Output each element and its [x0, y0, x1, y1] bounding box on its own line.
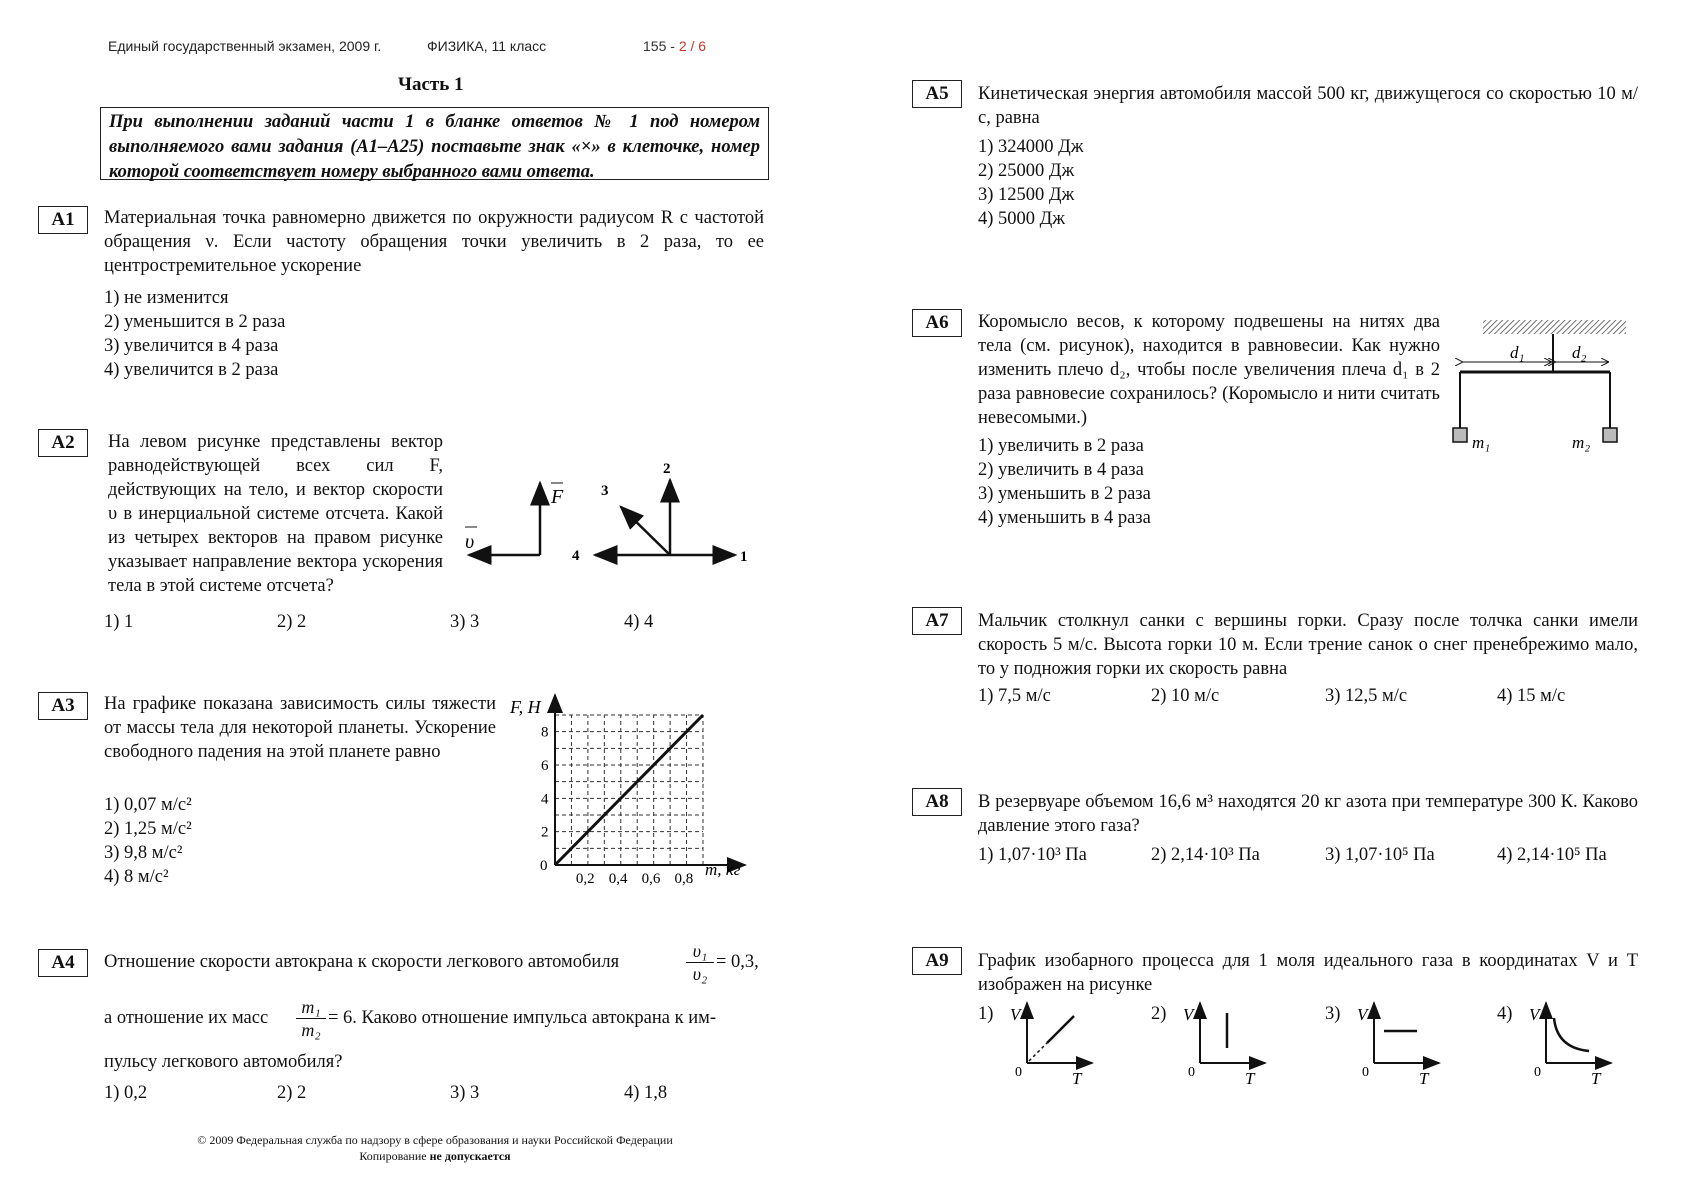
option[interactable]: 3) 12500 Дж [978, 185, 1075, 205]
ratio-numerator: υ₁ [692, 941, 708, 961]
a9-graph-3 [1349, 998, 1449, 1088]
v-axis-label: V [1357, 1005, 1368, 1024]
question-label-a1: А1 [38, 206, 88, 234]
process-line [1047, 1016, 1074, 1043]
question-text-a9: График изобарного процесса для 1 моля идеального газа в координатах V и T изображен на рисунке [978, 951, 1638, 995]
origin-label: 0 [1534, 1065, 1541, 1080]
option[interactable]: 1) увеличить в 2 раза [978, 436, 1144, 456]
question-text-a7: Мальчик столкнул санки с вершины горки. Сразу после толчка санки имели скорость 5 м/с. Высота горки 10 м. Если трение санок о снег пренебрежимо мало, то у подножия горки их скорость равна [978, 611, 1638, 679]
velocity-ratio-value: = 0,3, [716, 952, 759, 972]
t-axis-label: T [1419, 1069, 1429, 1088]
option[interactable]: 2) 1,25 м/с² [104, 819, 192, 839]
x-axis-label: m, кг [705, 860, 741, 879]
option[interactable]: 2) увеличить в 4 раза [978, 460, 1144, 480]
a9-graph-2 [1175, 998, 1275, 1088]
ratio-denominator: υ₂ [686, 962, 714, 985]
option[interactable]: 2) 2 [277, 612, 307, 632]
question-text-a5: Кинетическая энергия автомобиля массой 500 кг, движущегося со скоростью 10 м/с, равна [978, 84, 1638, 128]
question-label-a4: А4 [38, 949, 88, 977]
mass-ratio [296, 996, 326, 1041]
option[interactable]: 1) 1 [104, 612, 134, 632]
question-text-a4-line3: пульсу легкового автомобиля? [104, 1052, 343, 1072]
question-label-a8: А8 [912, 788, 962, 816]
v-axis-label: V [1183, 1005, 1194, 1024]
x-tick-label: 0,4 [608, 871, 628, 887]
option[interactable]: 1) 324000 Дж [978, 137, 1084, 157]
page-number: 155 - 2 / 6 [643, 38, 707, 54]
d2-label: d₂ [1572, 343, 1587, 362]
option[interactable]: 4) 1,8 [624, 1083, 668, 1103]
v-axis-label: V [1529, 1005, 1540, 1024]
copy-notice: Копирование не допускается [359, 1149, 511, 1163]
option[interactable]: 4) 4 [624, 612, 654, 632]
v-axis-label: V [1010, 1005, 1021, 1024]
ratio-numerator: m₁ [301, 997, 321, 1017]
option[interactable]: 3) 3 [450, 1083, 480, 1103]
question-label-a3: А3 [38, 692, 88, 720]
option[interactable]: 2) уменьшится в 2 раза [104, 312, 286, 332]
option[interactable]: 4) 2,14·10⁵ Па [1497, 845, 1607, 865]
a9-graph-4 [1521, 998, 1621, 1088]
origin-label: 0 [1015, 1065, 1022, 1080]
m1-label: m₁ [1472, 433, 1491, 452]
a6-balance-figure [1450, 310, 1640, 460]
y-tick-label: 8 [541, 724, 549, 741]
footer [150, 1132, 720, 1164]
a2-vector-figure [455, 455, 765, 570]
y-tick-label: 2 [541, 824, 549, 841]
ratio-denominator: m₂ [296, 1018, 326, 1041]
t-axis-label: T [1591, 1069, 1601, 1088]
x-tick-label: 0,8 [674, 871, 694, 887]
velocity-ratio [686, 940, 714, 985]
question-text-a8: В резервуаре объемом 16,6 м³ находятся 20 кг азота при температуре 300 К. Каково давление этого газа? [978, 792, 1638, 836]
y-tick-label: 4 [541, 791, 549, 808]
option[interactable]: 3) увеличится в 4 раза [104, 336, 279, 356]
question-label-a2: А2 [38, 429, 88, 457]
option[interactable]: 4) 5000 Дж [978, 209, 1066, 229]
part-title: Часть 1 [398, 74, 464, 95]
subject-title: ФИЗИКА, 11 класс [427, 38, 547, 54]
t-axis-label: T [1245, 1069, 1255, 1088]
option[interactable]: 3) 9,8 м/с² [104, 843, 183, 863]
vector-3 [621, 507, 670, 555]
option[interactable]: 3) 3 [450, 612, 480, 632]
option[interactable]: 1) 0,07 м/с² [104, 795, 192, 815]
question-text-a4: Отношение скорости автокрана к скорости легкового автомобиля [104, 952, 620, 972]
a9-graph-1 [1002, 998, 1102, 1088]
mass-ratio-value: = 6. Каково отношение импульса автокрана к им- [328, 1008, 717, 1028]
x-tick-label: 0,6 [641, 871, 661, 887]
origin-label: 0 [1188, 1065, 1195, 1080]
exam-title: Единый государственный экзамен, 2009 г. [108, 38, 382, 54]
option[interactable]: 2) 25000 Дж [978, 161, 1075, 181]
question-text-a6: Коромысло весов, к которому подвешены на нитях два тела (см. рисунок), находится в равновесии. Как нужно изменить плечо d₂, чтобы после увеличения плеча d₁ в 2 раза равновесие сохранилось? (Коромысло и нити считать невесомыми.) [978, 312, 1440, 428]
option[interactable]: 4) 8 м/с² [104, 867, 169, 887]
option[interactable]: 4) увеличится в 2 раза [104, 360, 279, 380]
question-label-a7: А7 [912, 607, 962, 635]
option[interactable]: 4) [1497, 1004, 1513, 1024]
option[interactable]: 2) 10 м/с [1151, 686, 1220, 706]
vector-2-label: 2 [663, 461, 671, 477]
option[interactable]: 3) 12,5 м/с [1325, 686, 1408, 706]
option[interactable]: 3) 1,07·10⁵ Па [1325, 845, 1435, 865]
a3-force-mass-chart [500, 685, 760, 890]
option[interactable]: 4) 15 м/с [1497, 686, 1566, 706]
t-axis-label: T [1072, 1069, 1082, 1088]
process-curve [1554, 1018, 1589, 1051]
question-text-a4-line2: а отношение их масс [104, 1008, 269, 1028]
options-a6 [978, 434, 1151, 530]
origin-label: 0 [1362, 1065, 1369, 1080]
question-label-a9: А9 [912, 947, 962, 975]
copyright: © 2009 Федеральная служба по надзору в сфере образования и науки Российской Федерации [197, 1133, 673, 1147]
options-a5 [978, 135, 1084, 231]
option[interactable]: 3) уменьшить в 2 раза [978, 484, 1151, 504]
option[interactable]: 1) 7,5 м/с [978, 686, 1051, 706]
option[interactable]: 3) [1325, 1004, 1341, 1024]
question-text-a1: Материальная точка равномерно движется по окружности радиусом R с частотой обращения ν. Если частоту обращения точки увеличить в 2 раза, то ее центростремительное ускорение [104, 208, 764, 276]
option[interactable]: 1) не изменится [104, 288, 229, 308]
mass-1 [1453, 428, 1467, 442]
ceiling [1483, 320, 1626, 334]
option[interactable]: 4) уменьшить в 4 раза [978, 508, 1151, 528]
option[interactable]: 2) 2 [277, 1083, 307, 1103]
options-a1 [104, 286, 285, 382]
velocity-label: υ [465, 531, 475, 553]
vector-3-label: 3 [601, 483, 609, 499]
question-text-a2: На левом рисунке представлены вектор равнодействующей всех сил F, действующих на тело, и вектор скорости υ в инерциальной системе отсчета. Какой из четырех векторов на правом рисунке указывает направление вектора ускорения тела в этой системе отсчета? [108, 432, 443, 596]
question-label-a6: А6 [912, 309, 962, 337]
vector-1-label: 1 [740, 549, 748, 565]
option[interactable]: 1) 1,07·10³ Па [978, 845, 1087, 865]
option[interactable]: 2) 2,14·10³ Па [1151, 845, 1260, 865]
origin-label: 0 [540, 858, 548, 874]
vector-4-label: 4 [572, 548, 580, 564]
option[interactable]: 1) [978, 1004, 994, 1024]
question-text-a3: На графике показана зависимость силы тяжести от массы тела для некоторой планеты. Ускорение свободного падения на этой планете равно [104, 694, 496, 762]
mass-2 [1603, 428, 1617, 442]
option[interactable]: 1) 0,2 [104, 1083, 148, 1103]
force-label: F [551, 486, 564, 508]
part-instruction: При выполнении заданий части 1 в бланке ответов № 1 под номером выполняемого вами задания (А1–А25) поставьте знак «×» в клеточке, номер которой соответствует номеру выбранного вами ответа. [100, 107, 769, 180]
y-tick-label: 6 [541, 758, 549, 774]
options-a3 [104, 793, 192, 889]
series-line [555, 715, 703, 865]
option[interactable]: 2) [1151, 1004, 1167, 1024]
x-tick-label: 0,2 [575, 871, 595, 887]
question-label-a5: А5 [912, 80, 962, 108]
y-axis-label: F, Н [510, 697, 541, 717]
m2-label: m₂ [1572, 433, 1591, 452]
d1-label: d₁ [1510, 343, 1525, 362]
